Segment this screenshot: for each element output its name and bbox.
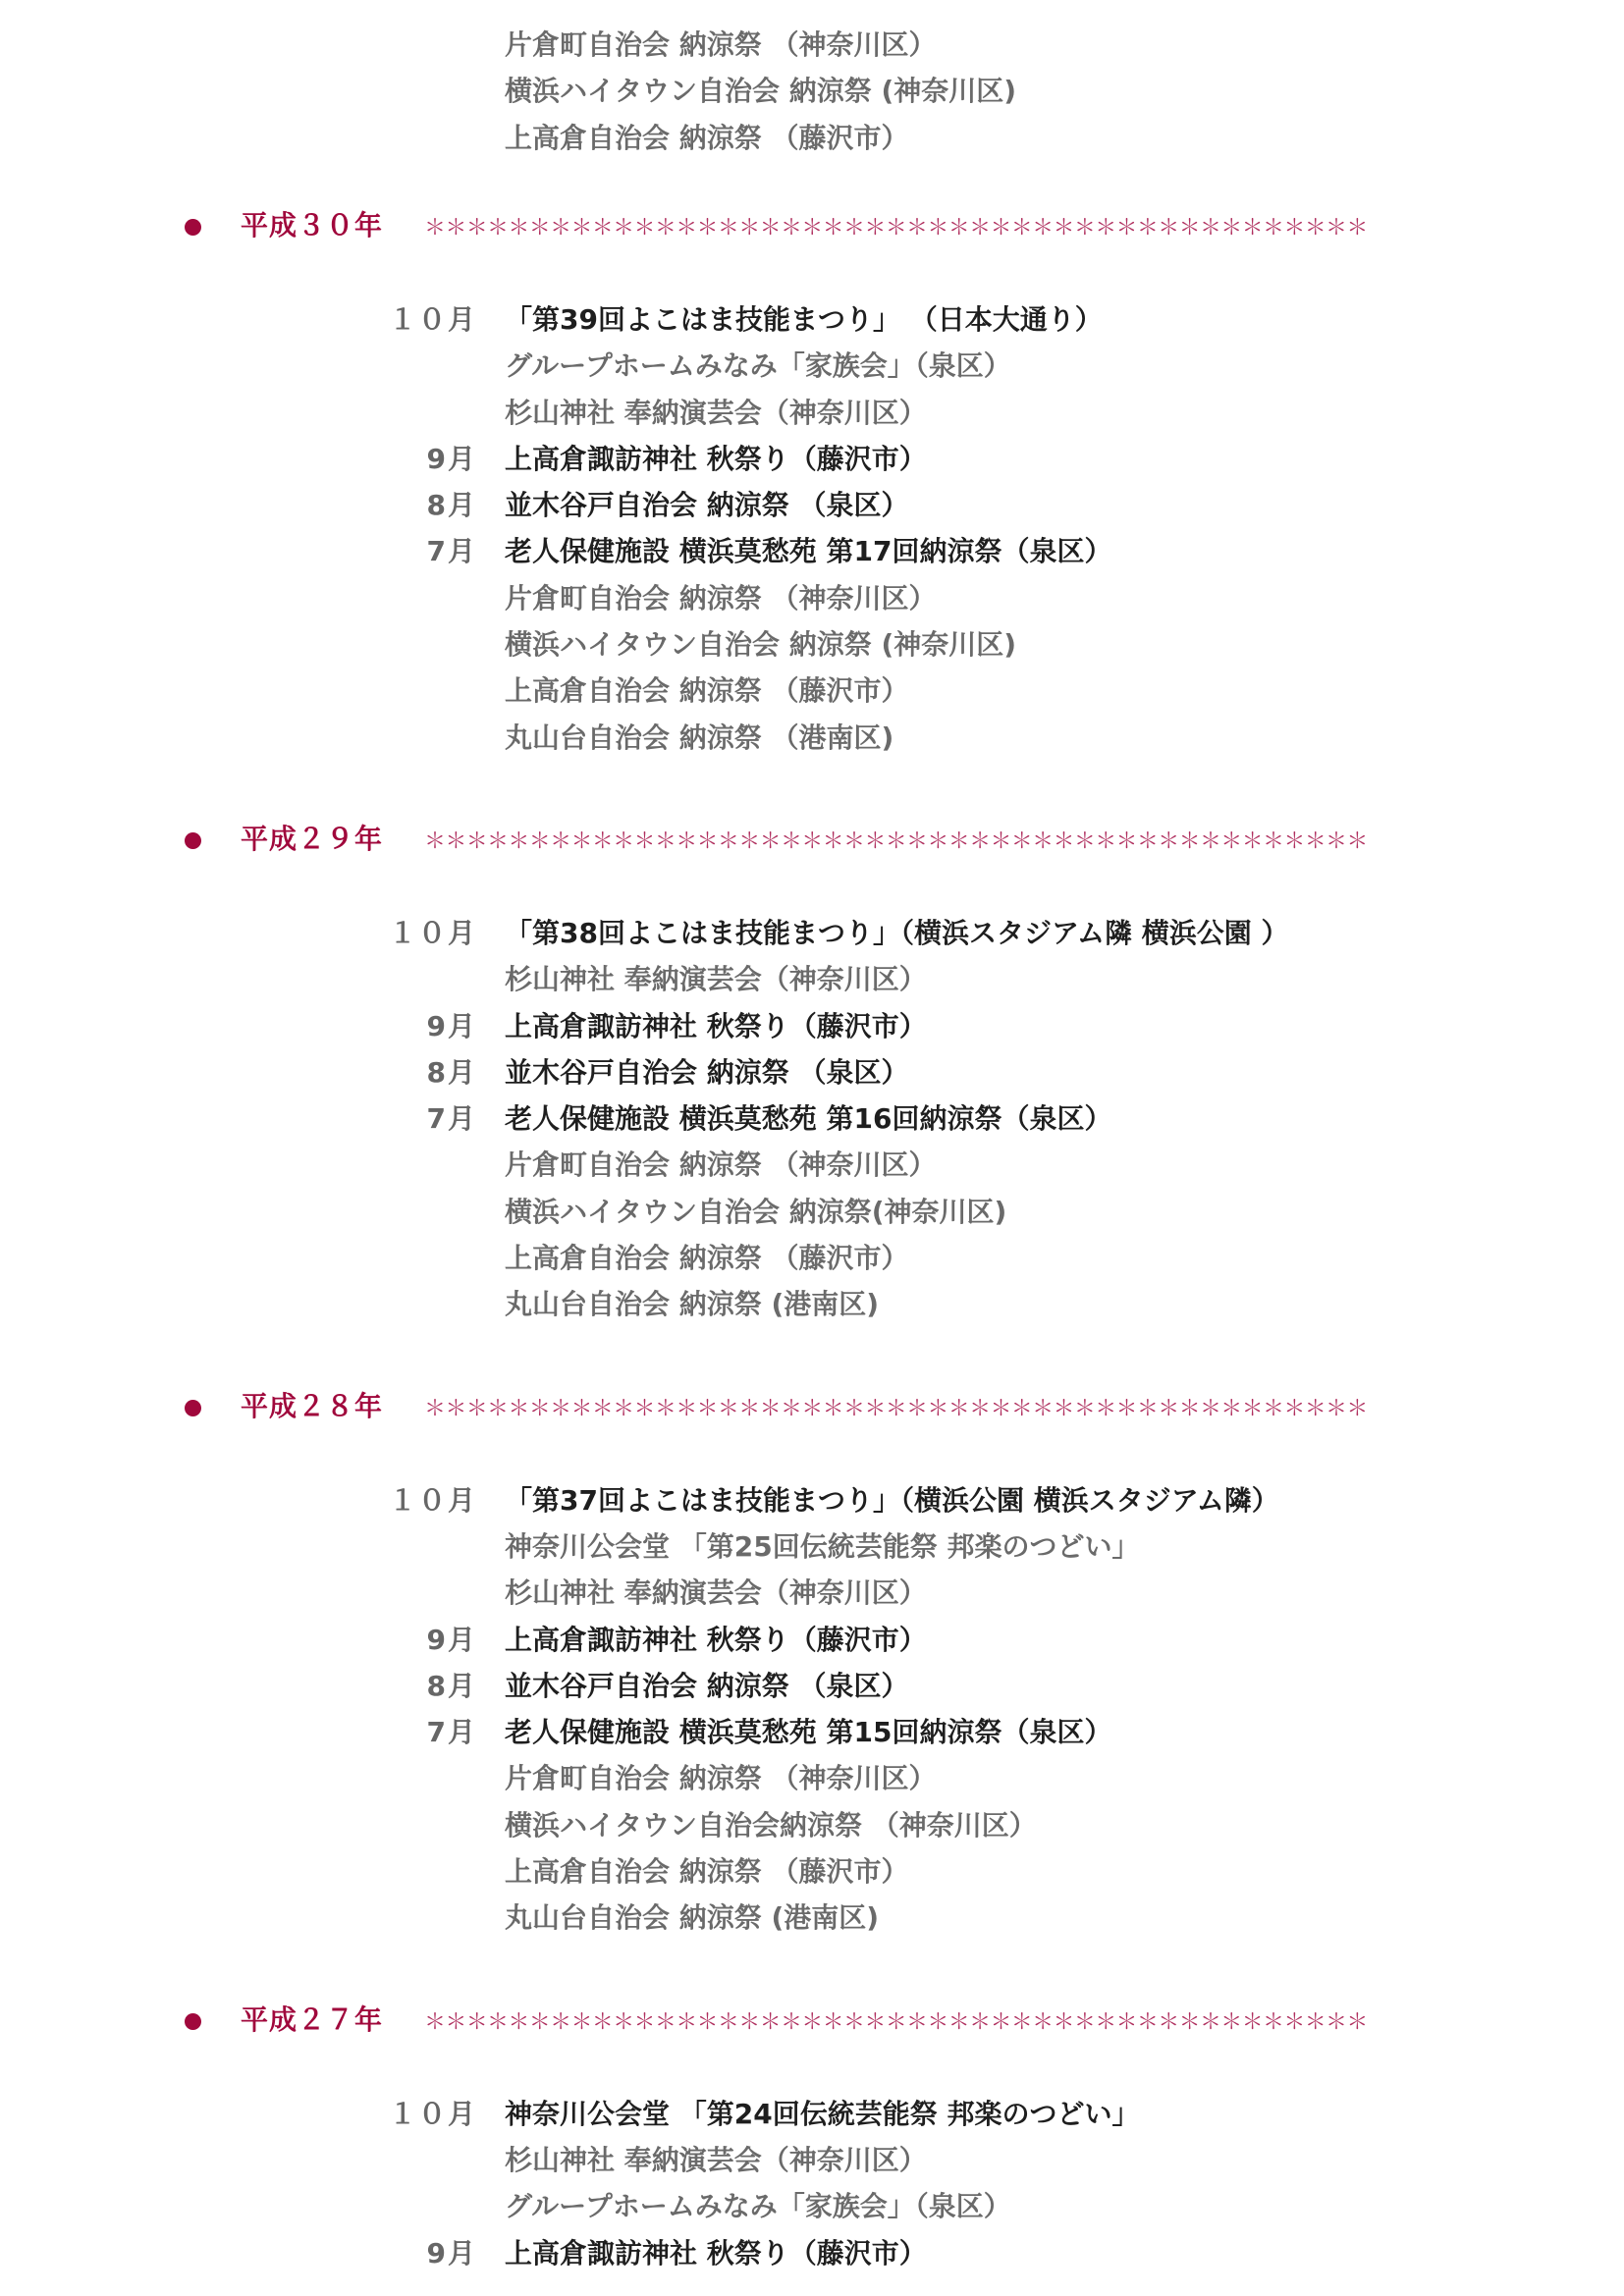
event-text: 「第37回よこはま技能まつり」（横浜公園 横浜スタジアム隣）: [505, 1483, 1279, 1517]
event-text: 片倉町自治会 納涼祭 （神奈川区）: [505, 581, 937, 614]
bullet-icon: [185, 1400, 201, 1416]
event-row: [0, 1005, 1624, 1048]
event-month: 9月: [426, 2236, 477, 2269]
event-row: [0, 2093, 1624, 2136]
event-text: 上高倉諏訪神社 秋祭り（藤沢市）: [505, 2236, 927, 2269]
event-row: [0, 438, 1624, 481]
event-row: [0, 577, 1624, 620]
event-text: 上高倉諏訪神社 秋祭り（藤沢市）: [505, 1009, 927, 1042]
event-row: [0, 1525, 1624, 1569]
event-text: 上高倉諏訪神社 秋祭り（藤沢市）: [505, 1623, 927, 1656]
event-row: [0, 2139, 1624, 2182]
event-row: [0, 1144, 1624, 1187]
event-text: 上高倉諏訪神社 秋祭り（藤沢市）: [505, 442, 927, 475]
event-text: 並木谷戸自治会 納涼祭 （泉区）: [505, 1055, 909, 1089]
event-row: [0, 1191, 1624, 1234]
event-text: 杉山神社 奉納演芸会（神奈川区）: [505, 963, 927, 996]
event-text: 片倉町自治会 納涼祭 （神奈川区）: [505, 1148, 937, 1182]
event-month: 8月: [426, 1055, 477, 1089]
event-text: 上高倉自治会 納涼祭 （藤沢市）: [505, 1242, 909, 1274]
year-label: 平成３０年: [241, 208, 384, 241]
star-divider: ＊＊＊＊＊＊＊＊＊＊＊＊＊＊＊＊＊＊＊＊＊＊＊＊＊＊＊＊＊＊＊＊＊＊＊＊＊＊＊＊＊＊＊＊＊: [424, 2009, 1368, 2035]
event-month: 7月: [426, 535, 477, 568]
event-text: 杉山神社 奉納演芸会（神奈川区）: [505, 1576, 927, 1610]
event-text: グループホームみなみ「家族会」（泉区）: [505, 349, 1011, 383]
event-row: [0, 1619, 1624, 1662]
event-month: １０月: [388, 1483, 477, 1517]
event-row: [0, 484, 1624, 527]
event-row: [0, 1572, 1624, 1615]
event-month: 9月: [426, 442, 477, 475]
event-text: 神奈川公会堂 「第24回伝統芸能祭 邦楽のつどい」: [505, 2097, 1140, 2130]
event-text: 片倉町自治会 納涼祭 （神奈川区）: [505, 28, 937, 61]
event-text: 上高倉自治会 納涼祭 （藤沢市）: [505, 121, 909, 154]
event-text: 横浜ハイタウン自治会 納涼祭(神奈川区): [505, 1195, 1007, 1228]
event-month: 7月: [426, 1102, 477, 1136]
event-text: 横浜ハイタウン自治会 納涼祭 (神奈川区): [505, 628, 1017, 661]
event-text: 横浜ハイタウン自治会 納涼祭 (神奈川区): [505, 75, 1017, 108]
event-row: [0, 2232, 1624, 2275]
event-text: 並木谷戸自治会 納涼祭 （泉区）: [505, 489, 909, 522]
event-text: 「第38回よこはま技能まつり」（横浜スタジアム隣 横浜公園 ）: [505, 916, 1289, 949]
year-label: 平成２７年: [241, 2002, 384, 2036]
event-row: [0, 298, 1624, 342]
continued-event-row: [0, 117, 1624, 160]
year-header: [0, 820, 1624, 859]
year-header: [0, 206, 1624, 245]
event-text: 丸山台自治会 納涼祭 (港南区): [505, 1288, 880, 1321]
event-month: 7月: [426, 1716, 477, 1749]
event-text: 並木谷戸自治会 納涼祭 （泉区）: [505, 1669, 909, 1702]
event-row: [0, 669, 1624, 713]
star-divider: ＊＊＊＊＊＊＊＊＊＊＊＊＊＊＊＊＊＊＊＊＊＊＊＊＊＊＊＊＊＊＊＊＊＊＊＊＊＊＊＊＊＊＊＊＊: [424, 828, 1368, 854]
event-month: 8月: [426, 489, 477, 522]
event-text: 「第39回よこはま技能まつり」 （日本大通り）: [505, 302, 1103, 336]
bullet-icon: [185, 2013, 201, 2030]
event-month: １０月: [388, 916, 477, 949]
bullet-icon: [185, 832, 201, 849]
event-month: １０月: [388, 2097, 477, 2130]
event-text: 片倉町自治会 納涼祭 （神奈川区）: [505, 1762, 937, 1795]
event-row: [0, 1283, 1624, 1326]
continued-event-row: [0, 70, 1624, 113]
event-text: 上高倉自治会 納涼祭 （藤沢市）: [505, 674, 909, 708]
star-divider: ＊＊＊＊＊＊＊＊＊＊＊＊＊＊＊＊＊＊＊＊＊＊＊＊＊＊＊＊＊＊＊＊＊＊＊＊＊＊＊＊＊＊＊＊＊: [424, 1396, 1368, 1421]
event-row: [0, 530, 1624, 573]
year-header: [0, 1387, 1624, 1426]
event-row: [0, 1850, 1624, 1894]
event-text: 丸山台自治会 納涼祭 (港南区): [505, 1901, 880, 1935]
event-row: [0, 1097, 1624, 1141]
event-row: [0, 623, 1624, 667]
event-text: グループホームみなみ「家族会」（泉区）: [505, 2190, 1011, 2223]
event-row: [0, 717, 1624, 760]
event-row: [0, 1665, 1624, 1708]
event-row: [0, 2185, 1624, 2228]
event-row: [0, 1051, 1624, 1095]
event-row: [0, 392, 1624, 435]
year-header: [0, 2001, 1624, 2040]
event-text: 老人保健施設 横浜莫愁苑 第16回納涼祭（泉区）: [505, 1102, 1112, 1136]
event-row: [0, 1237, 1624, 1280]
event-text: 横浜ハイタウン自治会納涼祭 （神奈川区）: [505, 1808, 1037, 1842]
event-text: 丸山台自治会 納涼祭 （港南区): [505, 721, 894, 754]
event-row: [0, 958, 1624, 1001]
event-month: 8月: [426, 1669, 477, 1702]
event-text: 杉山神社 奉納演芸会（神奈川区）: [505, 2143, 927, 2176]
year-label: 平成２８年: [241, 1389, 384, 1422]
event-month: 9月: [426, 1623, 477, 1656]
event-month: １０月: [388, 302, 477, 336]
star-divider: ＊＊＊＊＊＊＊＊＊＊＊＊＊＊＊＊＊＊＊＊＊＊＊＊＊＊＊＊＊＊＊＊＊＊＊＊＊＊＊＊＊＊＊＊＊: [424, 215, 1368, 240]
event-text: 老人保健施設 横浜莫愁苑 第15回納涼祭（泉区）: [505, 1716, 1112, 1749]
event-row: [0, 1479, 1624, 1522]
event-text: 杉山神社 奉納演芸会（神奈川区）: [505, 396, 927, 429]
event-row: [0, 1896, 1624, 1940]
event-row: [0, 1711, 1624, 1754]
event-text: 上高倉自治会 納涼祭 （藤沢市）: [505, 1855, 909, 1888]
event-text: 神奈川公会堂 「第25回伝統芸能祭 邦楽のつどい」: [505, 1529, 1140, 1563]
event-row: [0, 345, 1624, 388]
continued-event-row: [0, 24, 1624, 67]
event-row: [0, 1757, 1624, 1800]
event-text: 老人保健施設 横浜莫愁苑 第17回納涼祭（泉区）: [505, 535, 1112, 568]
year-label: 平成２９年: [241, 822, 384, 855]
event-month: 9月: [426, 1009, 477, 1042]
event-row: [0, 1804, 1624, 1847]
event-row: [0, 912, 1624, 955]
bullet-icon: [185, 219, 201, 236]
